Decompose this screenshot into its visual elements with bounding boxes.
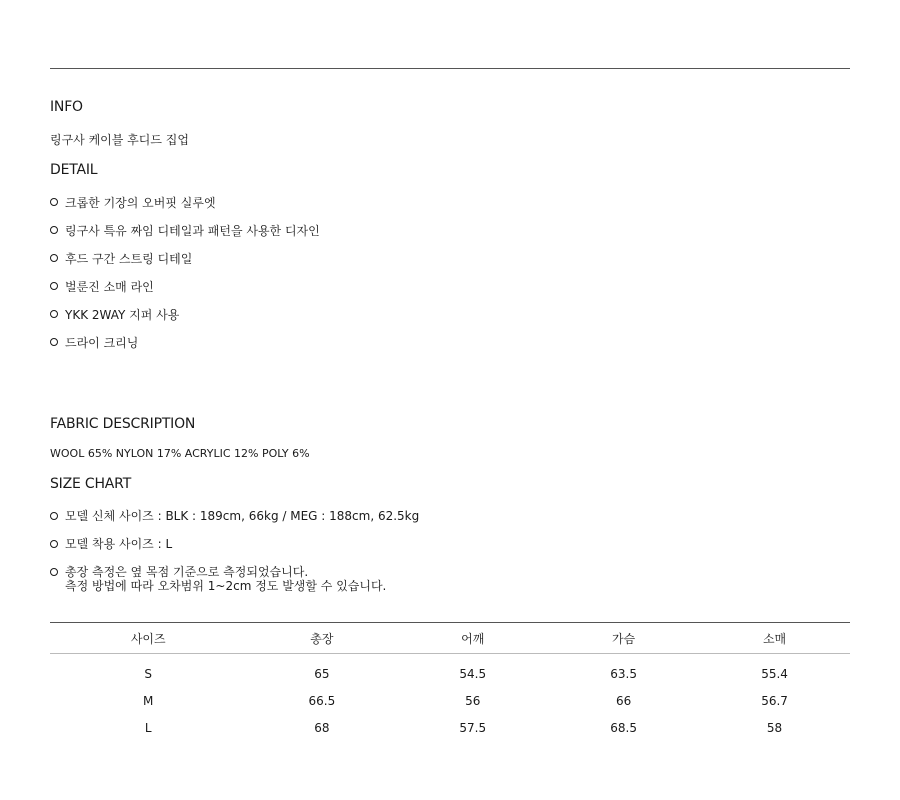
detail-item-text: 링구사 특유 짜임 디테일과 패턴을 사용한 디자인 <box>65 223 320 238</box>
circle-bullet-icon <box>50 568 58 576</box>
fabric-composition: WOOL 65% NYLON 17% ACRYLIC 12% POLY 6% <box>50 447 310 460</box>
detail-item-text: 후드 구간 스트링 디테일 <box>65 251 193 266</box>
detail-item <box>50 328 320 356</box>
size-table-cell: 66.5 <box>308 693 336 708</box>
circle-bullet-icon <box>50 540 58 548</box>
size-note-line: 모델 착용 사이즈 : L <box>65 537 173 551</box>
size-table-cell: M <box>143 693 154 708</box>
size-table-cell: 54.5 <box>459 666 487 681</box>
size-table-column-header: 소매 <box>762 631 787 646</box>
circle-bullet-icon <box>50 254 58 262</box>
size-note-item <box>50 565 419 593</box>
size-table-cell: S <box>144 666 153 681</box>
size-note-line: 측정 방법에 따라 오차범위 1~2cm 정도 발생할 수 있습니다. <box>65 579 387 593</box>
size-table-body <box>50 654 850 742</box>
size-table-row <box>50 687 850 714</box>
detail-item <box>50 188 320 216</box>
detail-item-text: 크롭한 기장의 오버핏 실루엣 <box>65 195 216 210</box>
size-table-cell: L <box>144 720 152 735</box>
size-table-cell: 65 <box>314 666 330 681</box>
circle-bullet-icon <box>50 512 58 520</box>
detail-item <box>50 244 320 272</box>
circle-bullet-icon <box>50 282 58 290</box>
size-note-text <box>65 537 172 551</box>
size-table-row <box>50 654 850 688</box>
detail-item-text: 드라이 크리닝 <box>65 335 139 350</box>
size-table <box>50 622 850 741</box>
size-table-cell: 63.5 <box>610 666 637 681</box>
size-notes-list <box>50 509 419 607</box>
size-table-cell: 55.4 <box>761 666 788 681</box>
size-table-cell: 56 <box>465 693 481 708</box>
size-table-cell: 68 <box>314 720 330 735</box>
size-table-column-header: 어깨 <box>461 631 485 646</box>
detail-item-text: YKK 2WAY 지퍼 사용 <box>65 307 180 322</box>
detail-item-text: 벌룬진 소매 라인 <box>65 279 154 294</box>
detail-list <box>50 188 320 356</box>
size-note-line: 총장 측정은 옆 목점 기준으로 측정되었습니다. <box>65 565 309 579</box>
top-divider <box>50 68 850 69</box>
size-table-header <box>50 623 850 654</box>
detail-item <box>50 272 320 300</box>
detail-title: DETAIL <box>50 162 98 178</box>
circle-bullet-icon <box>50 338 58 346</box>
detail-item <box>50 300 320 328</box>
size-table-column-header: 총장 <box>310 631 334 646</box>
info-title: INFO <box>50 99 83 115</box>
size-note-item <box>50 509 419 523</box>
size-table-cell: 68.5 <box>610 720 637 735</box>
size-note-line: 모델 신체 사이즈 : BLK : 189cm, 66kg / MEG : 188cm, 62.5kg <box>65 509 420 523</box>
size-table-column-header: 사이즈 <box>130 631 166 646</box>
product-name: 링구사 케이블 후디드 집업 <box>50 133 189 147</box>
circle-bullet-icon <box>50 198 58 206</box>
size-table-cell: 56.7 <box>761 693 788 708</box>
circle-bullet-icon <box>50 310 58 318</box>
size-note-item <box>50 537 419 551</box>
size-table-row <box>50 714 850 741</box>
size-table-column-header: 가슴 <box>612 631 636 646</box>
detail-item <box>50 216 320 244</box>
size-note-text <box>65 565 386 593</box>
circle-bullet-icon <box>50 226 58 234</box>
fabric-title: FABRIC DESCRIPTION <box>50 416 196 432</box>
size-note-text <box>65 509 419 523</box>
size-table-cell: 58 <box>766 720 783 735</box>
size-table-cell: 66 <box>616 693 632 708</box>
size-table-cell: 57.5 <box>459 720 487 735</box>
size-chart-title: SIZE CHART <box>50 476 132 492</box>
